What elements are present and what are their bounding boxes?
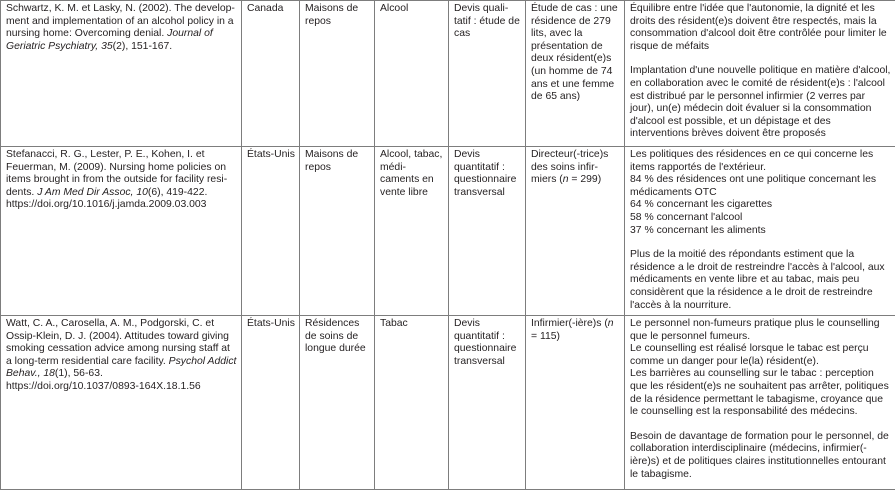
finding-text: Équilibre entre l'idée que l'autonomie, la dignité et les droits des résident(e)s doivent être respectés, mais la consommation d'alcool doit être contrôlée pour limiter le risque de méfaits bbox=[630, 3, 891, 53]
findings-cell bbox=[625, 1, 895, 147]
reference-authors: Watt, C. A., Carosella, A. M., Podgorski, C. et Ossip-Klein, D. J. (2004). Attitudes toward giving smoking cessation advice among nursing staff at a long-term residential care facility. bbox=[6, 318, 230, 367]
reference-authors: Stefanacci, R. G., Lester, P. E., Kohen, I. et Feuerman, M. (2009). Nursing home policies on items brought in from the outside for facility resi-dents. bbox=[6, 149, 227, 198]
country-cell: États-Unis bbox=[242, 316, 300, 490]
finding-text: 64 % concernant les cigarettes bbox=[630, 199, 891, 212]
findings-cell bbox=[625, 316, 895, 490]
setting-cell: Maisons de repos bbox=[300, 1, 375, 147]
substance-cell: Alcool, tabac, médi-caments en vente libre bbox=[375, 147, 449, 316]
finding-text: Le counselling est réalisé lorsque le tabac est perçu comme un danger pour le(la) résident(e). bbox=[630, 343, 891, 368]
design-cell: Devis quantitatif : questionnaire transversal bbox=[449, 316, 526, 490]
finding-text: Plus de la moitié des répondants estiment que la résidence a le droit de restreindre l'accès à l'alcool, aux médicaments en vente libre et au tabac, mais peu considèrent que la résidence a le droit de restreindre l'accès à la nourriture. bbox=[630, 249, 891, 312]
finding-text: Besoin de davantage de formation pour le personnel, de collaboration interdisciplinaire (médecins, infirmier(-ière)s) et de politiques claires institutionnelles entourant le tabagisme. bbox=[630, 431, 891, 481]
sample-cell bbox=[526, 316, 625, 490]
substance-cell: Alcool bbox=[375, 1, 449, 147]
sample-n-symbol: n bbox=[563, 174, 569, 185]
findings-cell bbox=[625, 147, 895, 316]
country-cell: États-Unis bbox=[242, 147, 300, 316]
setting-cell: Résidences de soins de longue durée bbox=[300, 316, 375, 490]
setting-cell: Maisons de repos bbox=[300, 147, 375, 316]
table-row bbox=[1, 147, 895, 316]
reference-pages: (1), 56-63. https://doi.org/10.1037/0893-164X.18.1.56 bbox=[6, 368, 201, 392]
country-cell: Canada bbox=[242, 1, 300, 147]
table-row bbox=[1, 1, 895, 147]
substance-cell: Tabac bbox=[375, 316, 449, 490]
design-cell: Devis quantitatif : questionnaire transversal bbox=[449, 147, 526, 316]
sample-text: Infirmier(-ière)s ( bbox=[531, 318, 608, 329]
reference-cell bbox=[1, 316, 242, 490]
sample-text: Directeur(-trice)s des soins infir-miers ( bbox=[531, 149, 608, 185]
table-row bbox=[1, 316, 895, 490]
finding-text: Les politiques des résidences en ce qui concerne les items rapportés de l'extérieur. bbox=[630, 149, 891, 174]
sample-n-value: = 299) bbox=[569, 174, 602, 185]
sample-n-value: = 115) bbox=[531, 331, 560, 342]
finding-text: 58 % concernant l'alcool bbox=[630, 212, 891, 225]
finding-text: 37 % concernant les aliments bbox=[630, 225, 891, 238]
sample-cell: Étude de cas : une résidence de 279 lits, avec la présentation de deux résident(e)s (un homme de 74 ans et une femme de 65 ans) bbox=[526, 1, 625, 147]
reference-cell bbox=[1, 147, 242, 316]
finding-text: Implantation d'une nouvelle politique en matière d'alcool, en collaboration avec le comité de résident(e)s : l'alcool est distribué par le personnel infirmier (2 verres par jour), un(e) médecin doit évaluer si la consommation d'alcool est possible, et un dépistage et des interventions brèves doivent être proposés bbox=[630, 65, 891, 141]
reference-authors: Schwartz, K. M. et Lasky, N. (2002). The develop-ment and implementation of an alcohol policy in a nursing home: Overcoming denial. bbox=[6, 3, 235, 39]
reference-pages: (6), 419-422. https://doi.org/10.1016/j.jamda.2009.03.003 bbox=[6, 187, 207, 211]
reference-journal: Psychol Addict Behav., 18 bbox=[6, 356, 236, 380]
finding-text: Le personnel non-fumeurs pratique plus le counselling que le personnel fumeurs. bbox=[630, 318, 891, 343]
reference-pages: (2), 151-167. bbox=[113, 41, 173, 52]
sample-n-symbol: n bbox=[608, 318, 614, 329]
design-cell: Devis quali-tatif : étude de cas bbox=[449, 1, 526, 147]
reference-journal: J Am Med Dir Assoc, 10 bbox=[37, 187, 148, 198]
reference-cell bbox=[1, 1, 242, 147]
finding-text: Les barrières au counselling sur le tabac : perception que les résident(e)s ne souhaitent pas arrêter, politiques de la résidence permettant le tabagisme, croyance que le counselling est la responsabilité des médecins. bbox=[630, 368, 891, 418]
finding-text: 84 % des résidences ont une politique concernant les médicaments OTC bbox=[630, 174, 891, 199]
sample-cell bbox=[526, 147, 625, 316]
reference-journal: Journal of Geriatric Psychiatry, 35 bbox=[6, 28, 213, 52]
